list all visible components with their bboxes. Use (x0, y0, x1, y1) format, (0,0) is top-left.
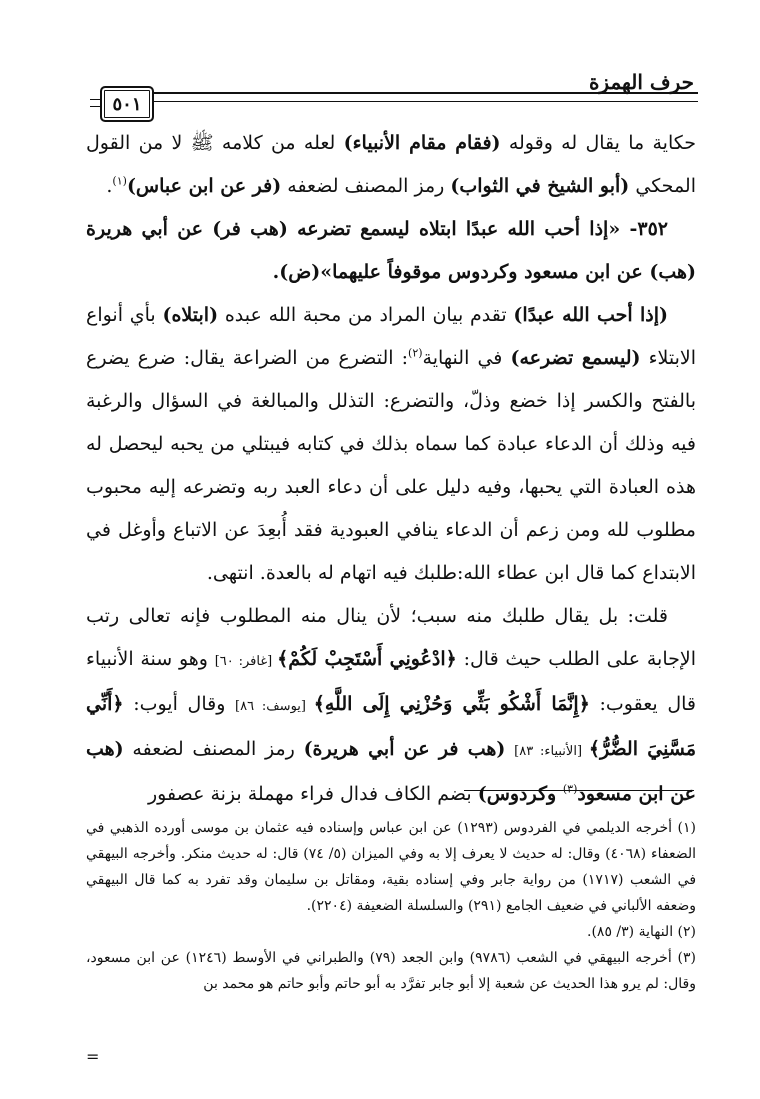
header-rule (100, 92, 698, 102)
footnote-3: (٣) أخرجه البيهقي في الشعب (٩٧٨٦) وابن الجعد (٧٩) والطبراني في الأوسط (١٢٤٦) عن ابن مسعود، وقال: لم يرو هذا الحديث عن شعبة إلا أبو جابر تفرَّد به أبو حاتم وأبو حاتم هو محمد بن (86, 950, 697, 992)
paragraph-response: قلت: بل يقال طلبك منه سبب؛ لأن ينال منه المطلوب فإنه تعالى رتب الإجابة على الطلب حيث قال: ﴿ادْعُونِي أَسْتَجِبْ لَكُمْ﴾ [غافر: ٦٠] وهو سنة الأنبياء قال يعقوب: ﴿إِنَّمَا أَشْكُو بَثِّي وَحُزْنِي إِلَى اللَّهِ﴾ [يوسف: ٨٦] وقال أيوب: ﴿أَنِّي مَسَّنِيَ الضُّرُّ﴾ [الأنبياء: ٨٣] (هب فر عن أبي هريرة) رمز المصنف لضعفه (هب عن ابن مسعود$^{(٣)}$ وكردوس) بضم الكاف فدال فراء مهملة بزنة عصفور (86, 605, 696, 805)
footnote-1: (١) أخرجه الديلمي في الفردوس (١٢٩٣) عن ابن عباس وإسناده فيه عثمان بن موسى أورده الذهبي في الضعفاء (٤٠٦٨) وقال: له حديث لا يعرف إلا به وفي الميزان (٥/ ٧٤) قال: له حديث منكر. وأخرجه البيهقي في الشعب (١٧١٧) من رواية جابر وفي إسناده بقية، ومقاتل بن سليمان وقد تفرد به كما قال البيهقي وضعفه الألباني في ضعيف الجامع (٢٩١) والسلسلة الضعيفة (٢٢٠٤). (86, 820, 697, 914)
footnote-ref-1: (١) (112, 174, 127, 188)
page-number: ٥٠١ (100, 86, 154, 122)
paragraph-commentary: (إذا أحب الله عبدًا) تقدم بيان المراد من محبة الله عبده (ابتلاه) بأي أنواع الابتلاء (ليسمع تضرعه) في النهاية$^{(٢)}$: التضرع من الضراعة يقال: ضرع يضرع بالفتح والكسر إذا خضع وذلّ، والتضرع: التذلل والمبالغة في السؤال والرغبة فيه وذلك أن الدعاء عبادة كما سماه بذلك في كتابه فيبتلي من يحبه ليحصل له هذه العبادة التي يحبها، وفيه دليل على أن دعاء العبد ربه وتضرعه إليه محبوب مطلوب لله ومن زعم أن الدعاء ينافي العبودية فقد أُبعِدَ عن الاتباع وأوغل في الابتداع كما قال ابن عطاء الله:طلبك فيه اتهام له بالعدة. انتهى. (86, 304, 696, 584)
running-title: حرف الهمزة (588, 70, 694, 94)
quran-quote-yusuf: ﴿إِنَّمَا أَشْكُو بَثِّي وَحُزْنِي إِلَى اللَّهِ﴾ (313, 693, 590, 715)
footnote-ref-3: (٣) (562, 782, 578, 796)
header-rule-end-mark (90, 99, 100, 107)
main-text (86, 122, 696, 816)
paragraph-intro: حكاية ما يقال له وقوله (فقام مقام الأنبياء) لعله من كلامه ﷺ لا من القول المحكي (أبو الشيخ في الثواب) رمز المصنف لضعفه (فر عن ابن عباس)$^{(١)}$. (86, 132, 696, 197)
footnote-separator (464, 790, 694, 791)
footnotes (86, 815, 696, 997)
quran-quote-ghafir: ﴿ادْعُونِي أَسْتَجِبْ لَكُمْ﴾ (277, 648, 457, 670)
footnote-2: (٢) النهاية (٣/ ٨٥). (587, 924, 696, 940)
footnote-continuation-mark: = (86, 1047, 100, 1066)
quran-quote-anbiya: ﴿أَنِّي مَسَّنِيَ الضُّرُّ﴾ (86, 693, 696, 760)
footnote-ref-2: (٢) (408, 346, 423, 360)
hadith-352-heading: ٣٥٢- «إذا أحب الله عبدًا ابتلاه ليسمع تضرعه (هب فر) عن أبي هريرة (هب) عن ابن مسعود وكردوس موقوفاً عليهما»(ض). (86, 218, 696, 283)
